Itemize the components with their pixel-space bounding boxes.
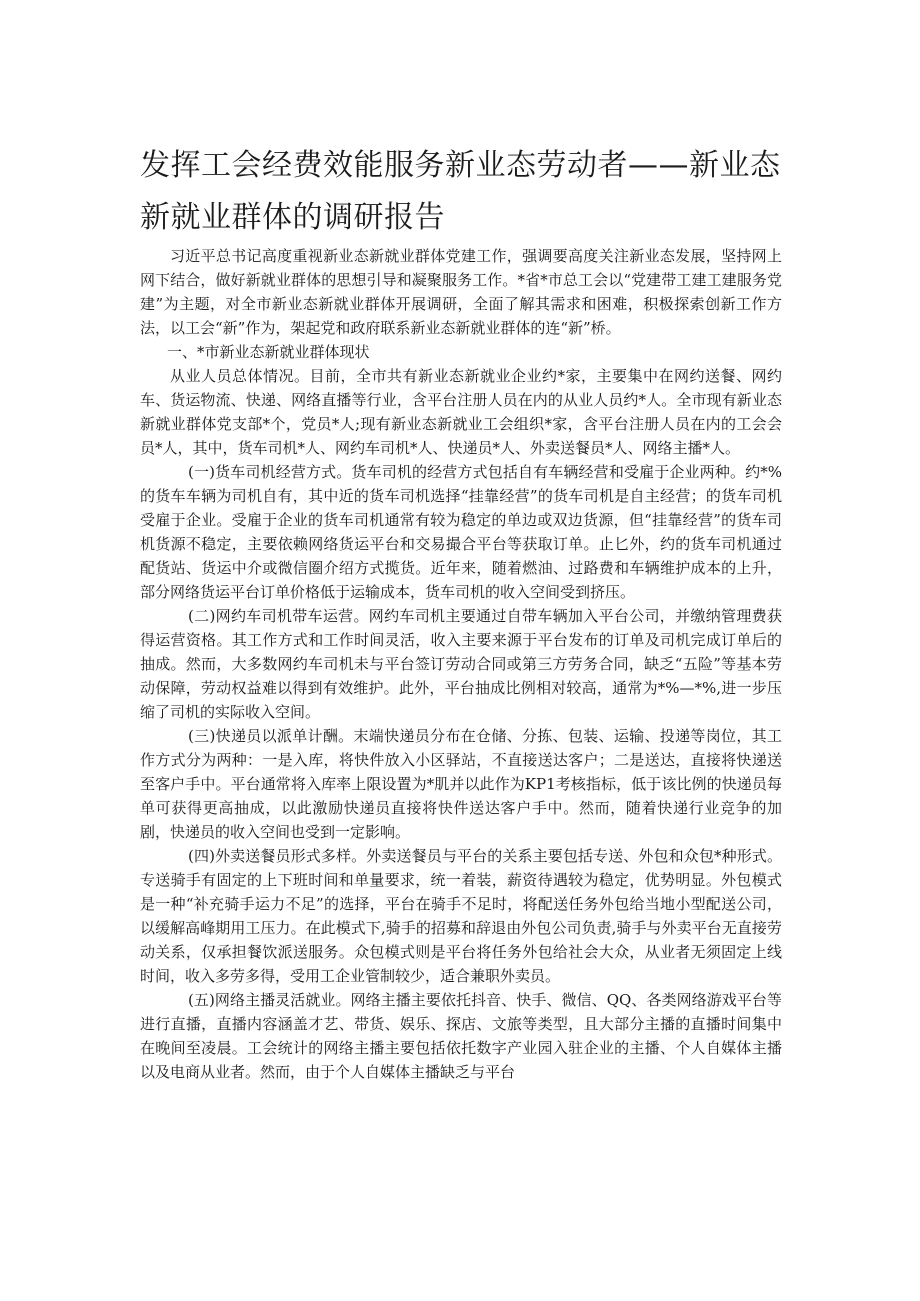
paragraph-truck-drivers: (一)货车司机经营方式。货车司机的经营方式包括自有车辆经营和受雇于企业两种。约*%的货车车辆为司机自有，其中近的货车司机选择“挂靠经营”的货车司机是自主经营；的货车司机受雇于企业。受雇于企业的货车司机通常有较为稳定的单边或双边货源，但“挂靠经营”的货车司机货源不稳定，主要依赖网络货运平台和交易撮合平台等获取订单。止匕外，约的货车司机通过配货站、货运中介或微信圈介绍方式揽货。近年来，随着燃油、过路费和车辆维护成本的上升，部分网络货运平台订单价格低于运输成本，货车司机的收入空间受到挤压。 <box>140 463 782 601</box>
paragraph-overview: 从业人员总体情况。目前，全市共有新业态新就业企业约*家，主要集中在网约送餐、网约车、货运物流、快递、网络直播等行业，含平台注册人员在内的从业人员约*人。全市现有新业态新就业群体党支部*个，党员*人;现有新业态新就业工会组织*家，含平台注册人员在内的工会会员*人，其中，货车司机*人、网约车司机*人、快递员*人、外卖送餐员*人、网络主播*人。 <box>140 367 782 457</box>
paragraph-intro: 习近平总书记高度重视新业态新就业群体党建工作，强调要高度关注新业态发展，坚持网上网下结合，做好新就业群体的思想引导和凝聚服务工作。*省*市总工会以“党建带工建工建服务党建”为主题，对全市新业态新就业群体开展调研，全面了解其需求和困难，积极探索创新工作方法，以工会“新”作为，架起党和政府联系新业态新就业群体的连“新”桥。 <box>140 247 782 337</box>
document-body <box>140 244 782 1084</box>
paragraph-couriers: (三)快递员以派单计酬。末端快递员分布在仓储、分拣、包装、运输、投递等岗位，其工作方式分为两种：一是入库，将快件放入小区驿站，不直接送达客户；二是送达，直接将快递送至客户手中。平台通常将入库率上限设置为*肌并以此作为KP1考核指标，低于该比例的快递员每单可获得更高抽成，以此激励快递员直接将快件送达客户手中。然而，随着快递行业竞争的加剧，快递员的收入空间也受到一定影响。 <box>140 727 782 841</box>
section-heading-1: 一、*市新业态新就业群体现状 <box>167 343 370 361</box>
paragraph-delivery-riders: (四)外卖送餐员形式多样。外卖送餐员与平台的关系主要包括专送、外包和众包*种形式。专送骑手有固定的上下班时间和单量要求，统一着装，薪资待遇较为稳定，优势明显。外包模式是一种“补充骑手运力不足”的选择，平台在骑手不足时，将配送任务外包给当地小型配送公司，以缓解高峰期用工压力。在此模式下,骑手的招募和辞退由外包公司负责,骑手与外卖平台无直接劳动关系，仅承担餐饮派送服务。众包模式则是平台将任务外包给社会大众，从业者无须固定上线时间，收入多劳多得，受用工企业管制较少，适合兼职外卖员。 <box>140 847 782 985</box>
paragraph-ride-hailing: (二)网约车司机带车运营。网约车司机主要通过自带车辆加入平台公司，并缴纳管理费获得运营资格。其工作方式和工作时间灵活，收入主要来源于平台发布的订单及司机完成订单后的抽成。然而，大多数网约车司机未与平台签订劳动合同或第三方劳务合同，缺乏“五险”等基本劳动保障，劳动权益难以得到有效维护。此外，平台抽成比例相对较高，通常为*%—*%,进一步压缩了司机的实际收入空间。 <box>140 607 782 721</box>
document-title: 发挥工会经费效能服务新业态劳动者——新业态新就业群体的调研报告 <box>140 148 781 235</box>
paragraph-streamers: (五)网络主播灵活就业。网络主播主要依托抖音、快手、微信、QQ、各类网络游戏平台等进行直播，直播内容涵盖才艺、带货、娱乐、探店、文旅等类型，且大部分主播的直播时间集中在晚间至凌晨。工会统计的网络主播主要包括依托数字产业园入驻企业的主播、个人自媒体主播以及电商从业者。然而，由于个人自媒体主播缺乏与平台 <box>140 991 782 1081</box>
